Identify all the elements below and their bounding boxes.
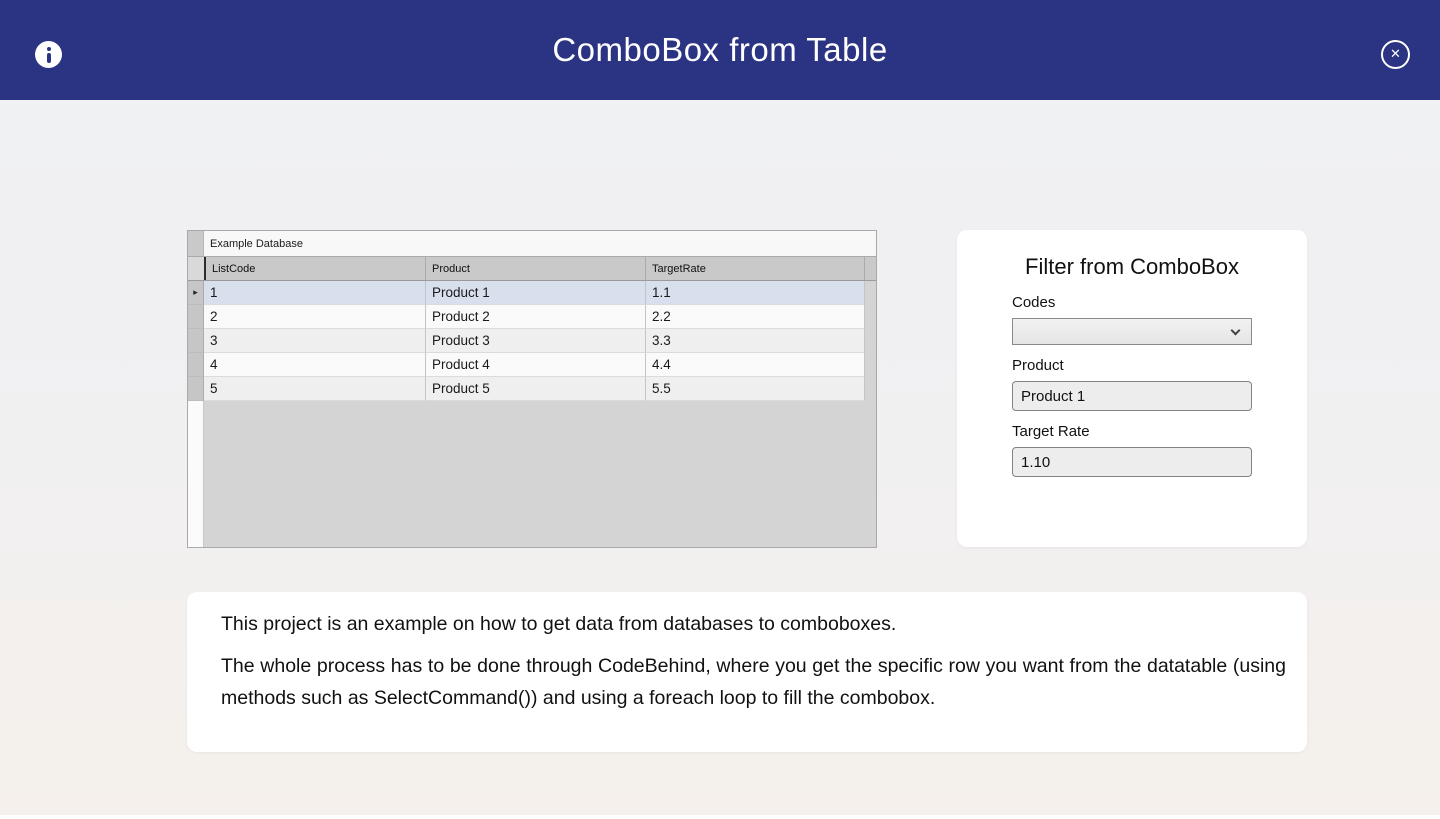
grid-caption: Example Database	[204, 231, 876, 256]
grid-caption-row	[188, 231, 876, 256]
column-header-product[interactable]: Product	[426, 257, 646, 280]
table-row[interactable]	[188, 281, 876, 305]
row-header-corner	[188, 257, 204, 280]
cell[interactable]: Product 5	[426, 377, 646, 401]
close-icon: ✕	[1390, 47, 1401, 62]
row-header[interactable]	[188, 377, 204, 401]
row-header[interactable]	[188, 305, 204, 329]
cell[interactable]: 2.2	[646, 305, 865, 329]
info-icon	[47, 47, 51, 51]
row-header[interactable]	[188, 329, 204, 353]
product-label: Product	[1012, 357, 1064, 374]
cell[interactable]: 3.3	[646, 329, 865, 353]
grid-rows	[188, 281, 876, 401]
table-row[interactable]	[188, 353, 876, 377]
description-paragraph-2: The whole process has to be done through CodeBehind, where you get the specific row you want from the datatable (using methods such as SelectCommand()) and using a foreach loop to fill the combobox.	[221, 655, 1286, 709]
row-header[interactable]	[188, 353, 204, 377]
close-button[interactable]	[1381, 40, 1410, 69]
grid-empty-row-header-strip	[188, 401, 204, 547]
codes-combobox[interactable]	[1012, 318, 1252, 345]
table-row[interactable]	[188, 305, 876, 329]
description-paragraph-1: This project is an example on how to get data from databases to comboboxes.	[221, 613, 897, 635]
title-bar	[0, 0, 1440, 100]
cell[interactable]: Product 4	[426, 353, 646, 377]
cell[interactable]: Product 3	[426, 329, 646, 353]
cell[interactable]: 5.5	[646, 377, 865, 401]
window-title: ComboBox from Table	[552, 31, 888, 68]
grid-header-row	[188, 256, 876, 281]
column-header-targetrate[interactable]: TargetRate	[646, 257, 865, 280]
cell[interactable]: 5	[204, 377, 426, 401]
cell[interactable]: 2	[204, 305, 426, 329]
codes-label: Codes	[1012, 294, 1056, 311]
cell[interactable]: Product 1	[426, 281, 646, 305]
example-database-grid	[187, 230, 877, 548]
column-header-listcode[interactable]: ListCode	[204, 257, 426, 280]
grid-empty-area	[188, 401, 876, 547]
cell[interactable]: 3	[204, 329, 426, 353]
info-button[interactable]	[35, 41, 62, 68]
row-header[interactable]	[188, 281, 204, 305]
current-row-arrow-icon: ▸	[193, 287, 198, 298]
cell[interactable]: 4	[204, 353, 426, 377]
description-panel	[187, 592, 1307, 752]
cell[interactable]: 1.1	[646, 281, 865, 305]
cell[interactable]: 1	[204, 281, 426, 305]
filter-panel	[957, 230, 1307, 547]
bottom-edge-strip	[0, 815, 1440, 819]
cell[interactable]: Product 2	[426, 305, 646, 329]
chevron-down-icon	[1231, 325, 1241, 335]
table-row[interactable]	[188, 329, 876, 353]
target-rate-input[interactable]	[1012, 447, 1252, 477]
info-icon-stem	[47, 53, 51, 63]
target-rate-label: Target Rate	[1012, 423, 1090, 440]
filter-panel-title: Filter from ComboBox	[1025, 254, 1239, 279]
grid-corner-cell	[188, 231, 204, 256]
table-row[interactable]	[188, 377, 876, 401]
product-input[interactable]	[1012, 381, 1252, 411]
cell[interactable]: 4.4	[646, 353, 865, 377]
